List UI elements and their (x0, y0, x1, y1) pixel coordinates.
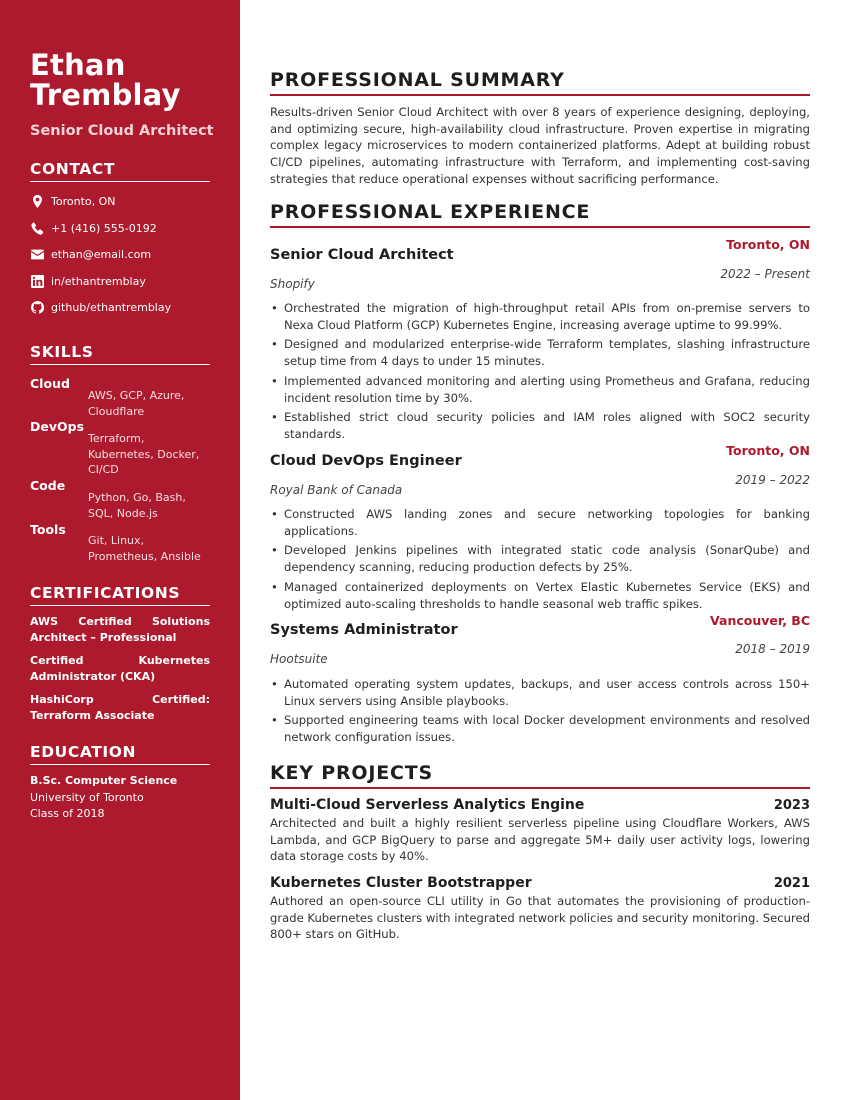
education-school: University of Toronto (30, 790, 144, 804)
projects-heading: KEY PROJECTS (270, 762, 810, 789)
contact-linkedin[interactable] (30, 273, 146, 289)
job-dates: 2018 – 2019 (735, 642, 810, 656)
project-description: Architected and built a highly resilient serverless pipeline using Cloudflare Workers, AWS Lambda, and GCP BigQuery to parse and aggregate 5M+ daily user activity logs, lowering data storage costs by 40%. (270, 816, 810, 864)
education-heading: EDUCATION (30, 743, 210, 765)
job-bullet: • Designed and modularized enterprise-wide Terraform templates, slashing infrastructure setup time from 4 days to under 15 minutes. (270, 336, 810, 369)
location-pin-icon (30, 194, 44, 208)
job-bullet: • Implemented advanced monitoring and alerting using Prometheus and Grafana, reducing incident resolution time by 30%. (270, 373, 810, 406)
job-bullet: • Automated operating system updates, backups, and user access controls across 150+ Linux servers using Ansible playbooks. (270, 676, 810, 709)
skill-list: Terraform, Kubernetes, Docker, CI/CD (88, 432, 200, 476)
project-year: 2023 (773, 798, 810, 813)
contact-linkedin-text: in/ethantremblay (51, 274, 146, 288)
project-title: Multi-Cloud Serverless Analytics Engine (270, 797, 585, 813)
job-bullet: • Orchestrated the migration of high-throughput retail APIs from on-premise servers to Nexa Cloud Platform (GCP) Kubernetes Engine, increasing average uptime to 99.99%. (270, 300, 810, 333)
job-company: Royal Bank of Canada (270, 483, 403, 497)
job-bullets (270, 676, 810, 749)
skill-list: Python, Go, Bash, SQL, Node.js (88, 491, 186, 520)
project-description: Authored an open-source CLI utility in Go that automates the provisioning of production-grade Kubernetes clusters with integrated network policies and security monitoring. Secured 800+ stars on GitHub. (270, 894, 810, 942)
job-company: Hootsuite (270, 652, 328, 666)
skill-list: AWS, GCP, Azure, Cloudflare (88, 389, 185, 418)
candidate-title: Senior Cloud Architect (30, 123, 214, 139)
contact-email-text: ethan@email.com (51, 247, 152, 261)
skill-category: DevOps (30, 419, 85, 434)
contact-phone[interactable] (30, 220, 157, 236)
certification-item: Certified Kubernetes Administrator (CKA) (30, 654, 210, 683)
job-bullet: • Supported engineering teams with local Docker development environments and resolved network configuration issues. (270, 712, 810, 745)
contact-heading: CONTACT (30, 160, 210, 182)
job-bullets (270, 300, 810, 446)
envelope-icon (30, 247, 44, 261)
job-bullet: • Developed Jenkins pipelines with integrated static code analysis (SonarQube) and dependency scanning, reducing production defects by 25%. (270, 542, 810, 575)
phone-icon (30, 221, 44, 235)
github-icon (30, 300, 44, 314)
job-dates: 2019 – 2022 (735, 473, 810, 487)
education-degree: B.Sc. Computer Science (30, 774, 178, 787)
contact-github-text: github/ethantremblay (51, 300, 172, 314)
job-company: Shopify (270, 277, 315, 291)
skills-heading: SKILLS (30, 343, 210, 365)
education-entry (30, 773, 220, 823)
job-bullet: • Constructed AWS landing zones and secure networking topologies for banking applications. (270, 506, 810, 539)
contact-location (30, 193, 116, 209)
job-title: Systems Administrator (270, 622, 458, 638)
skill-list: Git, Linux, Prometheus, Ansible (88, 534, 201, 563)
project-year: 2021 (773, 876, 810, 891)
job-bullet: • Established strict cloud security policies and IAM roles aligned with SOC2 security standards. (270, 409, 810, 442)
candidate-name: Ethan Tremblay (30, 48, 181, 112)
job-dates: 2022 – Present (720, 267, 810, 281)
skill-category: Code (30, 478, 66, 493)
sidebar (0, 0, 240, 1100)
contact-location-text: Toronto, ON (51, 194, 116, 208)
job-location: Toronto, ON (726, 237, 810, 252)
summary-heading: PROFESSIONAL SUMMARY (270, 69, 810, 96)
certifications-heading: CERTIFICATIONS (30, 584, 210, 606)
certification-item: HashiCorp Certified: Terraform Associate (30, 693, 210, 722)
job-title: Senior Cloud Architect (270, 247, 454, 263)
job-location: Vancouver, BC (710, 613, 810, 628)
skill-category: Tools (30, 522, 66, 537)
education-class: Class of 2018 (30, 807, 105, 820)
certification-item: AWS Certified Solutions Architect – Professional (30, 615, 210, 644)
experience-heading: PROFESSIONAL EXPERIENCE (270, 201, 810, 228)
job-bullet: • Managed containerized deployments on Vertex Elastic Kubernetes Service (EKS) and optimized auto-scaling thresholds to handle seasonal web traffic spikes. (270, 579, 810, 612)
contact-email[interactable] (30, 246, 151, 262)
linkedin-icon (30, 274, 44, 288)
contact-phone-text: +1 (416) 555-0192 (51, 221, 157, 235)
contact-github[interactable] (30, 299, 171, 315)
job-bullets (270, 506, 810, 615)
job-title: Cloud DevOps Engineer (270, 453, 462, 469)
job-location: Toronto, ON (726, 443, 810, 458)
summary-text: Results-driven Senior Cloud Architect with over 8 years of experience designing, deploying, and optimizing secure, high-availability cloud infrastructure. Proven expertise in migrating complex legacy microservices to modern containerized platforms. Adept at building robust CI/CD pipelines, automating infrastructure with Terraform, and implementing cost-saving strategies that reduce operational expenses without sacrificing performance. (270, 105, 810, 186)
skill-category: Cloud (30, 376, 70, 391)
project-title: Kubernetes Cluster Bootstrapper (270, 875, 532, 891)
